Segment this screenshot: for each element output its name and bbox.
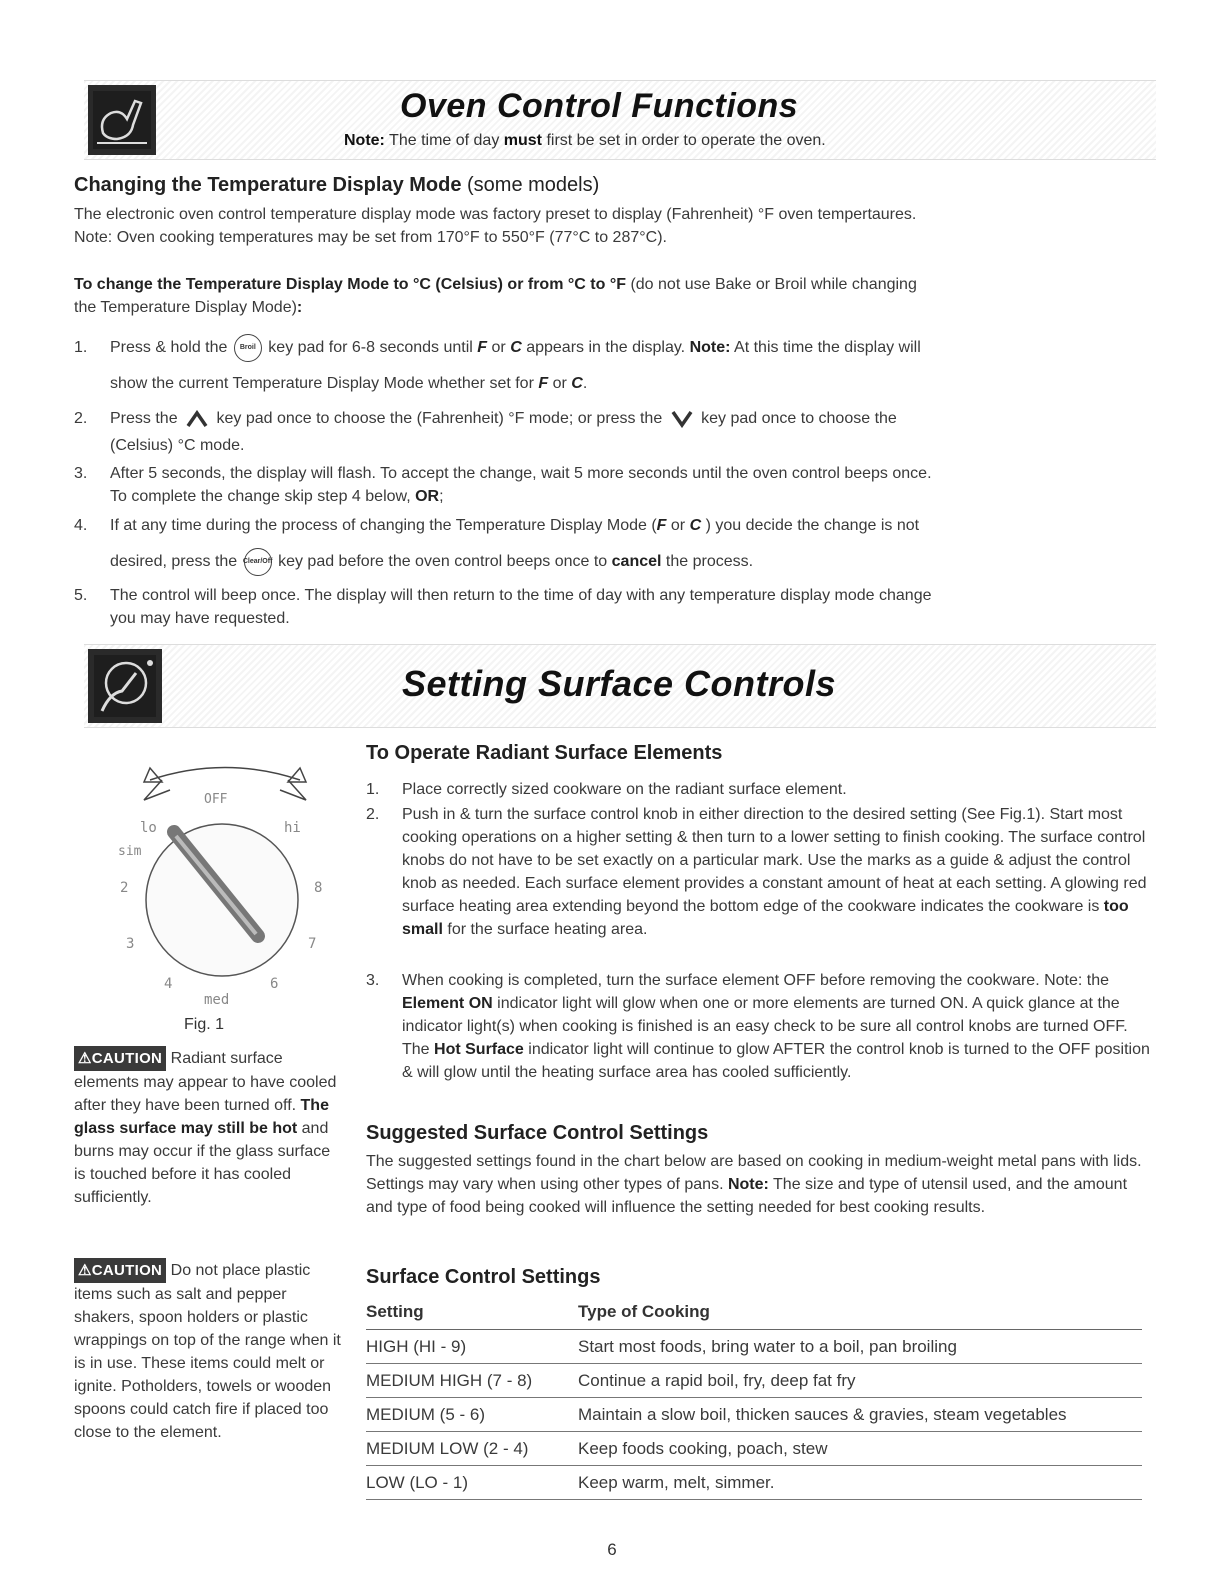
- oven-icon-box: [88, 85, 156, 155]
- dial-label-3: 3: [126, 936, 135, 952]
- knob-hand-icon: [92, 653, 158, 719]
- caution-badge: ⚠CAUTION: [74, 1258, 166, 1283]
- dial-label-off: OFF: [204, 792, 228, 807]
- knob-icon: [100, 740, 350, 1020]
- time-of-day-note: Note: The time of day must first be set in order to operate the oven.: [344, 132, 826, 149]
- temp-mode-intro: To change the Temperature Display Mode to °C (Celsius) or from °C to °F (do not use Bake or Broil while changing the Temperature Display Mode):: [74, 276, 917, 316]
- dial-label-4: 4: [164, 976, 173, 992]
- table-row: LOW (LO - 1) Keep warm, melt, simmer.: [366, 1466, 1142, 1500]
- fig1-knob-diagram: [100, 740, 350, 1020]
- temp-mode-line1: The electronic oven control temperature display mode was factory preset to display (Fahrenheit) °F oven tempertaures.: [74, 206, 917, 223]
- fig1-caption: Fig. 1: [184, 1016, 225, 1033]
- oven-control-title: Oven Control Functions: [400, 87, 799, 125]
- temp-mode-heading: Changing the Temperature Display Mode (some models): [74, 174, 600, 196]
- up-arrow-icon: [186, 410, 208, 428]
- dial-label-8: 8: [314, 880, 323, 896]
- surface-controls-banner: [84, 644, 1156, 728]
- down-arrow-icon: [671, 410, 693, 428]
- table-row: MEDIUM (5 - 6) Maintain a slow boil, thicken sauces & gravies, steam vegetables: [366, 1398, 1142, 1432]
- column-header-cooking: Type of Cooking: [578, 1298, 1142, 1330]
- dial-label-hi: hi: [284, 820, 301, 836]
- must-emphasis: must: [503, 132, 542, 149]
- dial-label-7: 7: [308, 936, 317, 952]
- dial-label-med: med: [204, 992, 230, 1008]
- table-header-row: [366, 1298, 1142, 1330]
- table-row: MEDIUM HIGH (7 - 8) Continue a rapid boil, fry, deep fat fry: [366, 1364, 1142, 1398]
- broil-keypad-icon: Broil: [234, 334, 262, 362]
- table-row: MEDIUM LOW (2 - 4) Keep foods cooking, poach, stew: [366, 1432, 1142, 1466]
- dial-label-lo: lo: [140, 820, 157, 836]
- caution-hot-surface: ⚠CAUTION Radiant surface elements may appear to have cooled after they have been turned off. The glass surface may still be hot and burns may occur if the glass surface is touched before it has cooled sufficiently.: [74, 1046, 346, 1209]
- surface-icon-box: [88, 649, 162, 723]
- column-header-setting: Setting: [366, 1298, 578, 1330]
- dial-label-2: 2: [120, 880, 129, 896]
- caution-plastic-items: ⚠CAUTION Do not place plastic items such as salt and pepper shakers, spoon holders or plastic wrappings on top of the range when it is in use. These items could melt or ignite. Potholders, towels or wooden spoons could catch fire if placed too close to the element.: [74, 1258, 346, 1444]
- oven-control-banner: [84, 80, 1156, 160]
- surface-controls-title: Setting Surface Controls: [402, 663, 837, 704]
- dial-label-6: 6: [270, 976, 279, 992]
- note-label: Note:: [344, 132, 385, 149]
- clear-off-keypad-icon: Clear /Off: [244, 548, 272, 576]
- radiant-heading: To Operate Radiant Surface Elements: [366, 742, 723, 764]
- settings-table-heading: Surface Control Settings: [366, 1266, 601, 1288]
- suggested-heading: Suggested Surface Control Settings: [366, 1122, 709, 1144]
- oven-mitt-icon: [91, 89, 153, 151]
- caution-badge: ⚠CAUTION: [74, 1046, 166, 1071]
- suggested-paragraph: The suggested settings found in the chart below are based on cooking in medium-weight metal pans with lids. Settings may vary when using other types of pans. Note: The size and type of utensil used, and the amount and type of food being cooked will influence the setting needed for best cooking results.: [366, 1153, 1142, 1216]
- table-row: HIGH (HI - 9) Start most foods, bring water to a boil, pan broiling: [366, 1330, 1142, 1364]
- surface-settings-table: [366, 1298, 1142, 1500]
- temp-mode-line2: Note: Oven cooking temperatures may be set from 170°F to 550°F (77°C to 287°C).: [74, 229, 667, 246]
- page-number: 6: [607, 1540, 617, 1559]
- dial-label-sim: sim: [118, 844, 142, 859]
